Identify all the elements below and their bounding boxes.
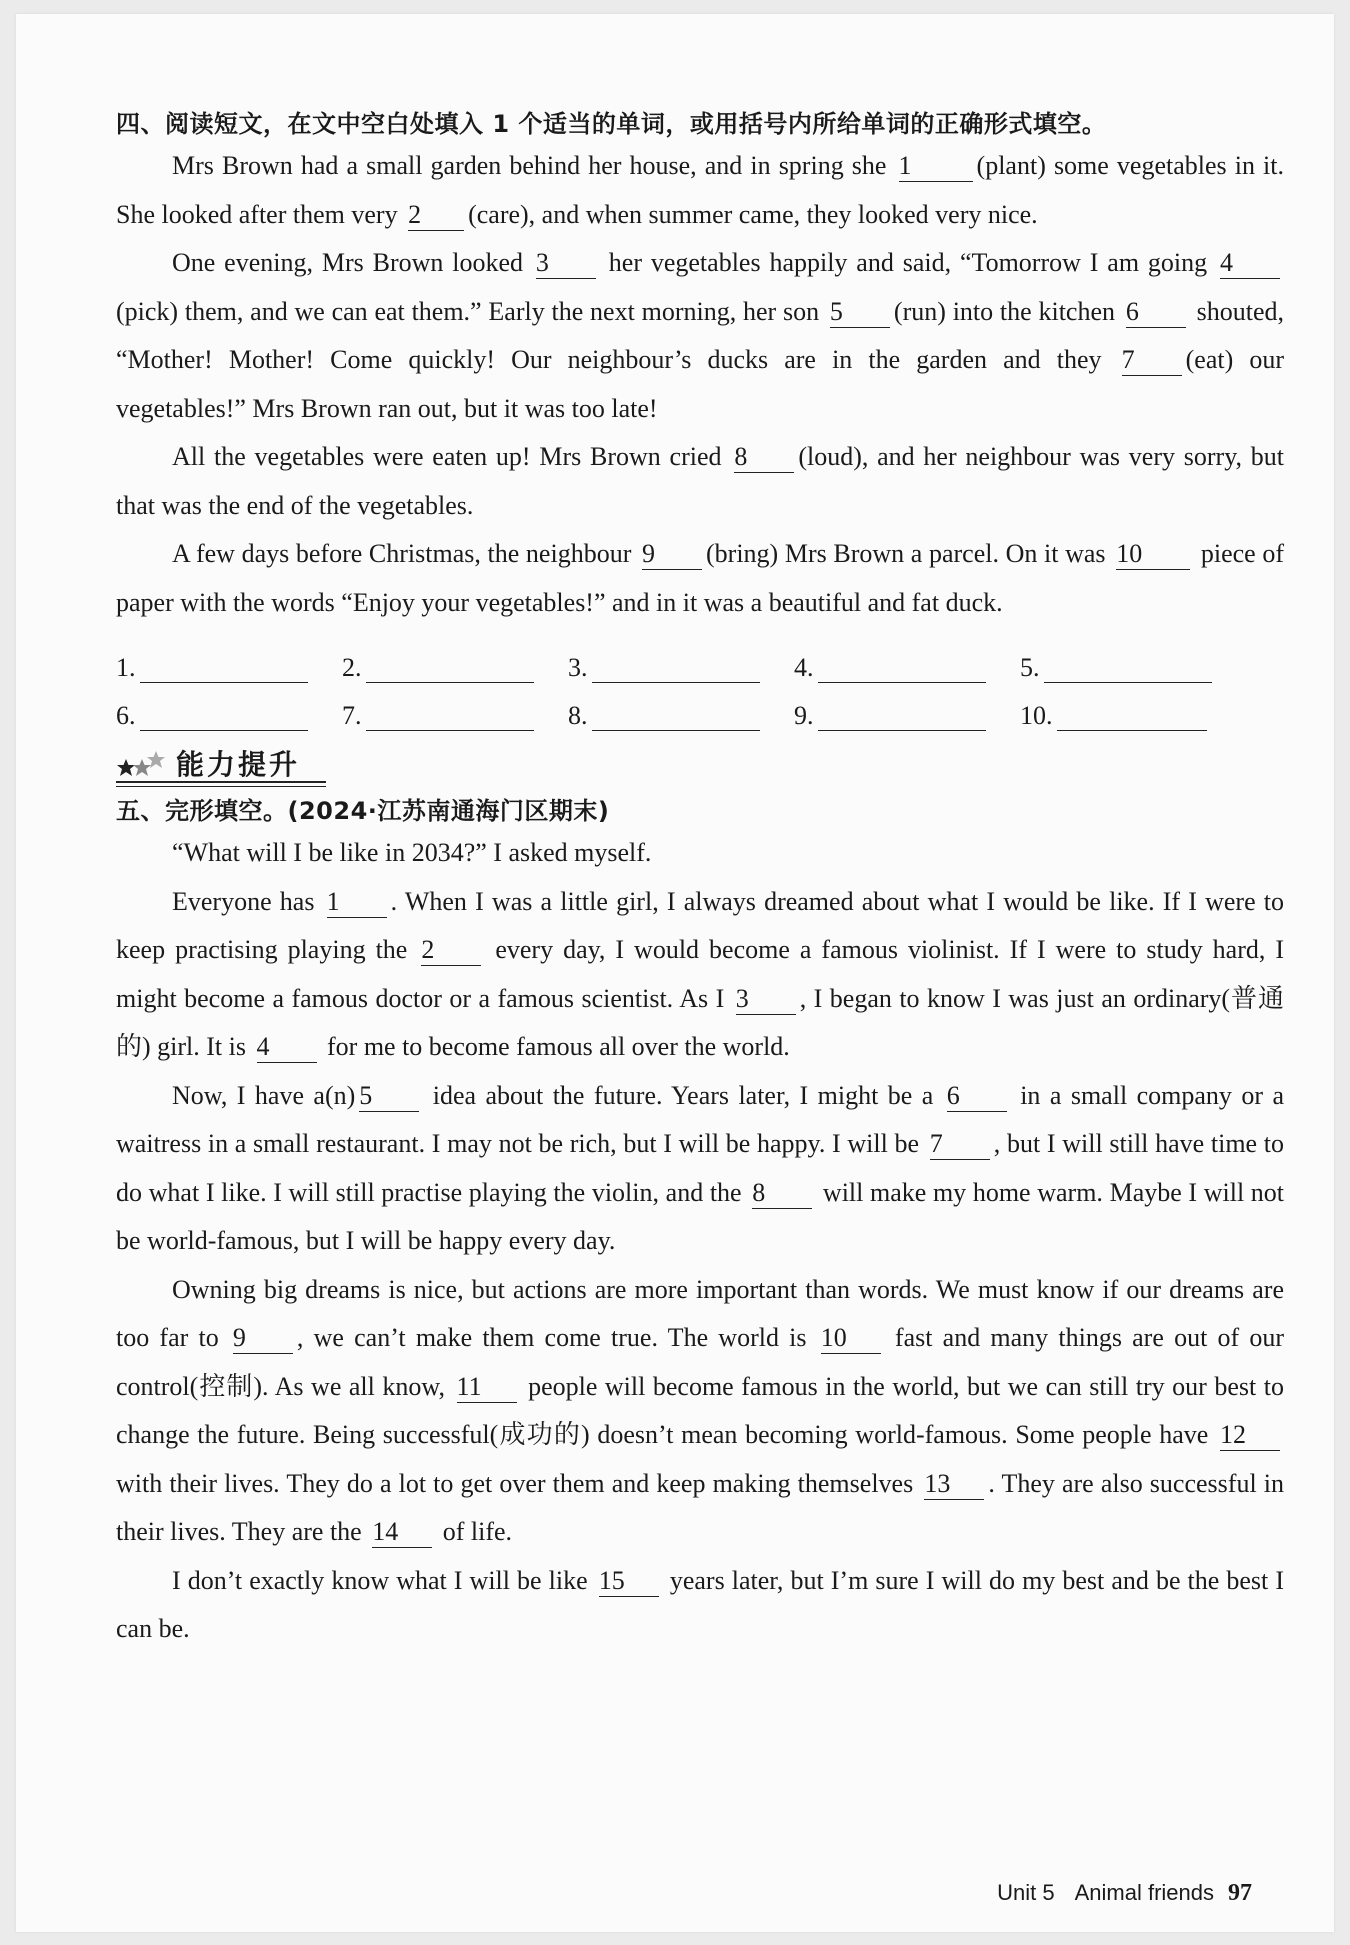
text-run: All the vegetables were eaten up! Mrs Brown cried: [172, 442, 722, 471]
text-run: every day, I would become a famous violinist. If I were to study hard, I might become a famous doctor or a famous scientist. As I: [116, 935, 1285, 1013]
cloze-blank-3[interactable]: 3: [736, 984, 796, 1015]
answer-label: 7.: [342, 701, 362, 730]
section5-paragraph-4: [116, 1557, 1284, 1654]
text-run: I don’t exactly know what I will be like: [172, 1565, 588, 1595]
answer-cell: [116, 701, 342, 731]
section5-heading: 五、完形填空。(2024·江苏南通海门区期末): [116, 797, 610, 825]
section5-paragraph-2: [116, 1072, 1284, 1266]
text-run: (loud), and her neighbour was very sorry, but that was the end of the vegetables.: [116, 442, 1285, 520]
text-run: , we can’t make them come true. The world is: [296, 1323, 807, 1352]
text-run: . They are also successful in their lives. They are the: [116, 1468, 1284, 1546]
text-run: her vegetables happily and said, “Tomorrow I am going: [608, 248, 1208, 277]
stars-icon: [116, 751, 166, 781]
answer-row: [116, 683, 1284, 731]
section5-paragraph-1: [116, 878, 1284, 1072]
worksheet-page: [16, 14, 1334, 1932]
cloze-blank-15[interactable]: 15: [599, 1566, 659, 1597]
text-run: (eat) our vegetables!” Mrs Brown ran out, but it was too late!: [116, 345, 1285, 423]
cloze-blank-11[interactable]: 11: [457, 1372, 517, 1403]
section4-paragraph-4: [116, 530, 1284, 627]
text-run: for me to become famous all over the world.: [327, 1032, 790, 1061]
answer-cell: [568, 653, 794, 683]
text-run: shouted, “Mother! Mother! Come quickly! Our neighbour’s ducks are in the garden and they: [116, 296, 1285, 374]
answer-line[interactable]: [818, 706, 986, 731]
answer-cell: [342, 653, 568, 683]
text-run: with their lives. They do a lot to get over them and keep making themselves: [116, 1468, 914, 1498]
text-run: Owning big dreams is nice, but actions are more important than words. We must know if our dreams are too far to: [116, 1274, 1284, 1352]
cloze-blank-1[interactable]: 1: [327, 887, 387, 918]
text-run: years later, but I’m sure I will do my best and be the best I can be.: [116, 1565, 1285, 1643]
text-run: in a small company or a waitress in a small restaurant. I may not be rich, but I will be happy. I will be: [116, 1080, 1285, 1158]
answer-label: 2.: [342, 653, 362, 682]
answer-lines: [116, 635, 1284, 731]
section4-paragraph-2: [116, 239, 1284, 433]
section4-paragraph-3: [116, 433, 1284, 530]
answer-line[interactable]: [140, 658, 308, 683]
cloze-blank-10[interactable]: 10: [821, 1323, 881, 1354]
text-run: , I began to know I was just an ordinary(普通的) girl. It is: [116, 983, 1284, 1061]
answer-cell: [568, 701, 794, 731]
banner-title: 能力提升: [176, 748, 301, 781]
answer-label: 10.: [1020, 701, 1053, 730]
cloze-blank-9[interactable]: 9: [233, 1323, 293, 1354]
banner-underline: [116, 786, 326, 787]
answer-label: 9.: [794, 701, 814, 730]
text-run: (run) into the kitchen: [893, 296, 1116, 326]
answer-line[interactable]: [366, 706, 534, 731]
answer-line[interactable]: [1057, 706, 1207, 731]
blank-4[interactable]: 4: [1220, 248, 1280, 279]
answer-cell: [794, 653, 1020, 683]
text-run: (pick) them, and we can eat them.” Early the next morning, her son: [116, 296, 820, 326]
ability-banner: [116, 737, 1284, 793]
answer-cell: [342, 701, 568, 731]
text-run: will make my home warm. Maybe I will not be world-famous, but I will be happy every day.: [116, 1177, 1285, 1255]
cloze-blank-5[interactable]: 5: [359, 1081, 419, 1112]
banner-underline: [116, 781, 326, 783]
answer-label: 3.: [568, 653, 588, 682]
cloze-blank-8[interactable]: 8: [752, 1178, 812, 1209]
answer-line[interactable]: [140, 706, 308, 731]
cloze-blank-12[interactable]: 12: [1220, 1420, 1280, 1451]
blank-9[interactable]: 9: [642, 539, 702, 570]
blank-2[interactable]: 2: [408, 200, 464, 231]
page-footer: [997, 1880, 1252, 1907]
page-content: [116, 106, 1284, 1654]
text-run: people will become famous in the world, but we can still try our best to change the future. Being successful(成功的) doesn’t mean becoming world-famous. Some people have: [116, 1371, 1284, 1449]
text-run: (care), and when summer came, they looked very nice.: [468, 199, 1038, 229]
blank-6[interactable]: 6: [1126, 297, 1186, 328]
unit-title: Animal friends: [1074, 1880, 1214, 1905]
section4-heading: 四、阅读短文，在文中空白处填入 1 个适当的单词，或用括号内所给单词的正确形式填空。: [116, 110, 1107, 138]
unit-label: Unit 5: [997, 1880, 1055, 1905]
cloze-blank-14[interactable]: 14: [372, 1517, 432, 1548]
section5-paragraph-3: [116, 1266, 1284, 1557]
blank-10[interactable]: 10: [1116, 539, 1190, 570]
text-run: . When I was a little girl, I always dreamed about what I would be like. If I were to keep practising playing the: [116, 886, 1285, 964]
answer-line[interactable]: [818, 658, 986, 683]
answer-line[interactable]: [366, 658, 534, 683]
text-run: (plant) some vegetables in it. She looked after them very: [116, 151, 1284, 229]
text-run: of life.: [442, 1517, 513, 1546]
section5-paragraph-0: “What will I be like in 2034?” I asked myself.: [172, 838, 652, 867]
answer-cell: [1020, 653, 1246, 683]
answer-line[interactable]: [592, 706, 760, 731]
text-run: (bring) Mrs Brown a parcel. On it was: [706, 539, 1106, 568]
answer-label: 8.: [568, 701, 588, 730]
blank-3[interactable]: 3: [536, 248, 596, 279]
text-run: A few days before Christmas, the neighbour: [172, 539, 632, 568]
text-run: piece of paper with the words “Enjoy your vegetables!” and in it was a beautiful and fat duck.: [116, 539, 1284, 617]
answer-cell: [794, 701, 1020, 731]
answer-label: 5.: [1020, 653, 1040, 682]
text-run: fast and many things are out of our control(控制). As we all know,: [116, 1323, 1285, 1401]
answer-cell: [1020, 701, 1246, 731]
answer-row: [116, 635, 1284, 683]
cloze-blank-13[interactable]: 13: [924, 1469, 984, 1500]
answer-label: 6.: [116, 701, 136, 730]
text-run: Now, I have a(n): [172, 1080, 356, 1110]
cloze-blank-6[interactable]: 6: [947, 1081, 1007, 1112]
text-run: One evening, Mrs Brown looked: [172, 248, 524, 277]
section4-paragraph-1: [116, 142, 1284, 239]
cloze-blank-4[interactable]: 4: [257, 1032, 317, 1063]
blank-5[interactable]: 5: [830, 297, 890, 328]
answer-line[interactable]: [592, 658, 760, 683]
text-run: , but I will still have time to do what I like. I will still practise playing the violin, and the: [116, 1129, 1284, 1207]
page-number: 97: [1228, 1880, 1252, 1906]
answer-label: 4.: [794, 653, 814, 682]
cloze-blank-2[interactable]: 2: [421, 935, 481, 966]
answer-line[interactable]: [1044, 658, 1212, 683]
text-run: Everyone has: [172, 886, 315, 916]
blank-1[interactable]: 1: [899, 151, 973, 182]
text-run: Mrs Brown had a small garden behind her house, and in spring she: [172, 151, 887, 180]
answer-label: 1.: [116, 653, 136, 682]
cloze-blank-7[interactable]: 7: [930, 1129, 990, 1160]
blank-7[interactable]: 7: [1122, 345, 1182, 376]
answer-cell: [116, 653, 342, 683]
blank-8[interactable]: 8: [734, 442, 794, 473]
text-run: idea about the future. Years later, I might be a: [432, 1080, 934, 1110]
